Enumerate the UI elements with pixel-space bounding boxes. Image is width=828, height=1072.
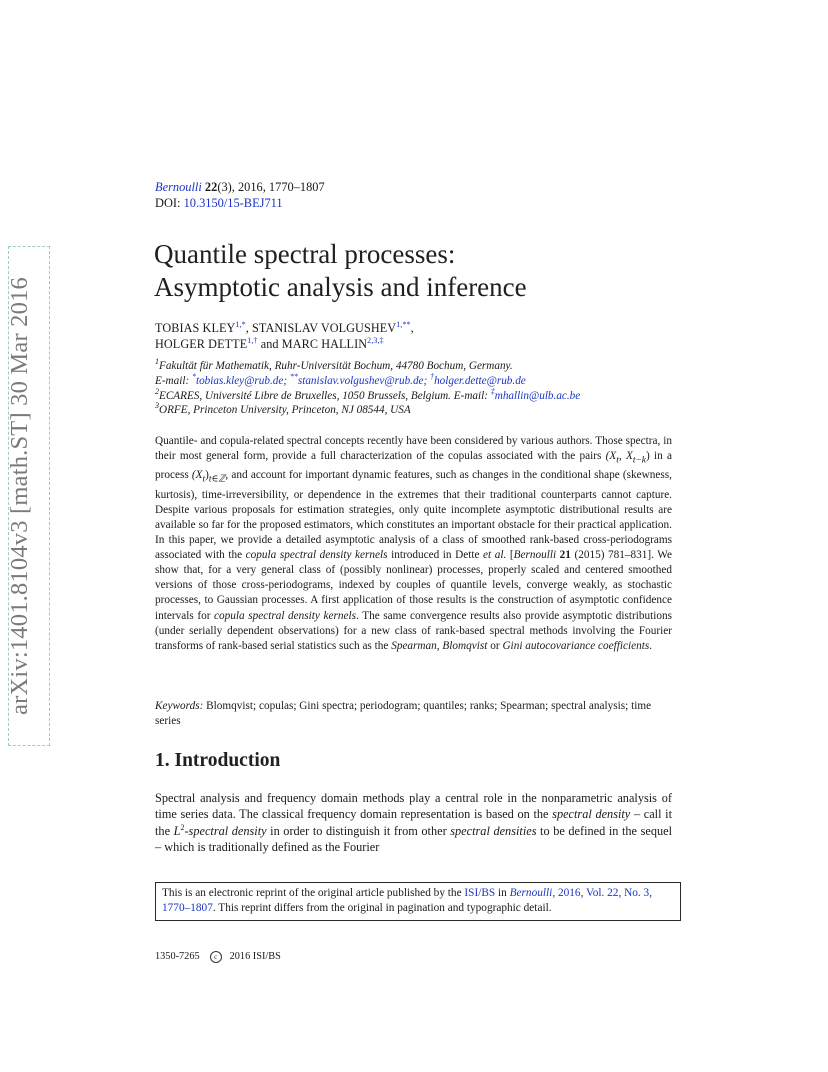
- doi-label: DOI:: [155, 196, 181, 210]
- footer-copyright: [155, 951, 281, 963]
- bernoulli-link[interactable]: Bernoulli: [509, 887, 553, 899]
- journal-citation: [155, 180, 325, 195]
- section-heading-introduction: 1. Introduction: [155, 750, 281, 771]
- author-hallin-mark[interactable]: 2,3,‡: [367, 336, 384, 345]
- keywords-label: Keywords:: [155, 700, 204, 712]
- authors-line-2: [155, 337, 384, 352]
- journal-link[interactable]: Bernoulli: [155, 180, 202, 194]
- email-kley[interactable]: tobias.kley@rub.de;: [195, 375, 288, 387]
- email-volgushev[interactable]: stanislav.volgushev@rub.de;: [297, 375, 428, 387]
- affiliation-emails: E-mail: *tobias.kley@rub.de; **stanislav.volgushev@rub.de; †holger.dette@rub.de: [155, 372, 526, 387]
- arxiv-identifier[interactable]: arXiv:1401.8104v3 [math.ST] 30 Mar 2016: [6, 277, 33, 715]
- author-dette: HOLGER DETTE: [155, 337, 248, 351]
- author-separator: ,: [410, 321, 414, 335]
- issn: 1350-7265: [155, 951, 200, 962]
- author-volgushev: STANISLAV VOLGUSHEV: [252, 321, 397, 335]
- journal-issue-pages: (3), 2016, 1770–1807: [217, 180, 325, 194]
- keywords-list: Blomqvist; copulas; Gini spectra; periodogram; quantiles; ranks; Spearman; spectral analysis; time series: [155, 700, 652, 728]
- author-and: and: [257, 337, 282, 351]
- doi-link[interactable]: 10.3150/15-BEJ711: [183, 196, 283, 210]
- author-separator: ,: [245, 321, 253, 335]
- introduction-paragraph: Spectral analysis and frequency domain methods play a central role in the nonparametric analysis of time series data. The classical frequency domain representation is based on the spectral density – call it the $L^2$-spectral density in order to distinguish it from other spectral densities to be defined in the sequel – which is traditionally defined as the Fourier: [155, 791, 673, 855]
- author-volgushev-mark[interactable]: 1,**: [396, 320, 411, 329]
- doi-line: [155, 196, 283, 211]
- affiliation-3: $^3$ORFE, Princeton University, Princeton, NJ 08544, USA: [155, 401, 411, 416]
- reprint-notice: This is an electronic reprint of the original article published by the ISI/BS in Bernoulli, 2016, Vol. 22, No. 3, 1770–1807. This reprint differs from the original in pagination and typographic detail.: [155, 882, 681, 921]
- copyright-holder: 2016 ISI/BS: [229, 951, 281, 962]
- email-hallin[interactable]: mhallin@ulb.ac.be: [494, 390, 581, 402]
- journal-volume: 22: [204, 180, 218, 194]
- author-kley: TOBIAS KLEY: [155, 321, 236, 335]
- author-hallin: MARC HALLIN: [281, 337, 368, 351]
- author-dette-mark[interactable]: 1,†: [247, 336, 258, 345]
- author-kley-mark[interactable]: 1,*: [235, 320, 246, 329]
- authors-line-1: [155, 321, 414, 336]
- keywords: [155, 699, 672, 729]
- affiliation-1: $^1$Fakultät für Mathematik, Ruhr-Universität Bochum, 44780 Bochum, Germany.: [155, 357, 513, 372]
- paper-title-line-2: Asymptotic analysis and inference: [154, 272, 527, 302]
- citation-link[interactable]: 2016, Vol. 22, No. 3, 1770–1807: [162, 887, 653, 915]
- paper-title-line-1: Quantile spectral processes:: [154, 239, 456, 269]
- copyright-icon: c: [210, 951, 222, 963]
- email-dette[interactable]: holger.dette@rub.de: [434, 375, 526, 387]
- affiliation-2: $^2$ECARES, Université Libre de Bruxelles, 1050 Brussels, Belgium. E-mail: ‡mhallin@ulb.ac.be: [155, 387, 581, 402]
- abstract: Quantile- and copula-related spectral concepts recently have been considered by various authors. Those spectra, in their most general form, provide a full characterization of the copulas associated with the pairs ($X_t$, $X_{t-k}$) in a process $(X_t)_{t\in ℤ}$, and account for important dynamic features, such as changes in the conditional shape (skewness, kurtosis), time-irreversibility, or dependence in the extremes that their traditional counterparts cannot capture. Despite various proposals for estimation strategies, only quite incomplete asymptotic distributional results are available so far for the proposed estimators, which constitutes an important obstacle for their practical application. In this paper, we provide a detailed asymptotic analysis of a class of smoothed rank-based cross-periodograms associated with the copula spectral density kernels introduced in Dette et al. [Bernoulli 21 (2015) 781–831]. We show that, for a very general class of (possibly nonlinear) processes, properly scaled and centered smoothed versions of those cross-periodograms, indexed by couples of quantile levels, converge weakly, as stochastic processes, to Gaussian processes. A first application of those results is the construction of asymptotic confidence intervals for copula spectral density kernels. The same convergence results also provide asymptotic distributions (under serially dependent observations) for a new class of rank-based spectral methods involving the Fourier transforms of rank-based serial statistics such as the Spearman, Blomqvist or Gini autocovariance coefficients.: [155, 435, 673, 652]
- isibs-link[interactable]: ISI/BS: [464, 887, 496, 899]
